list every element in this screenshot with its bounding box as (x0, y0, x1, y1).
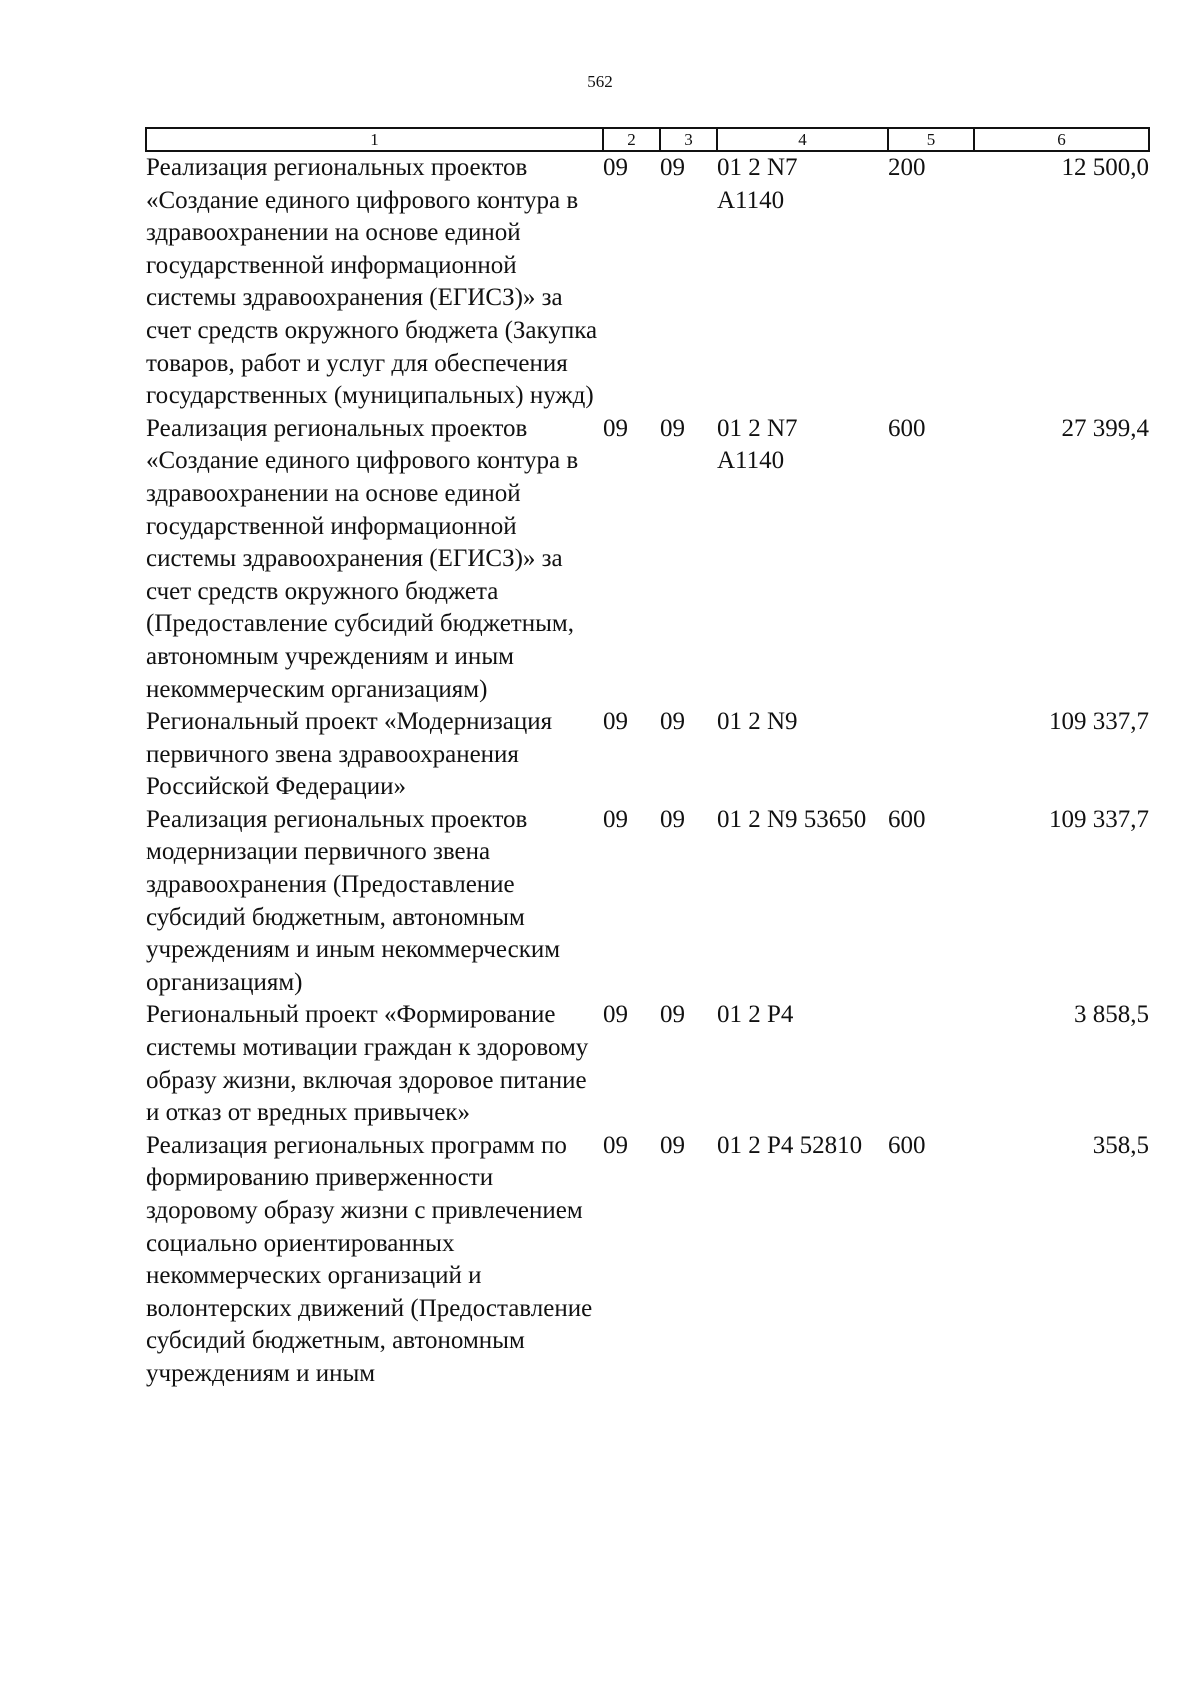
row-section: 09 (603, 154, 628, 181)
row-target-article: 01 2 N7 A1140 (717, 154, 798, 214)
header-col-4: 4 (717, 128, 888, 151)
row-section: 09 (603, 1001, 628, 1029)
header-col-6: 6 (974, 128, 1149, 151)
row-expense-type (888, 706, 974, 804)
row-name: Региональный проект «Модернизация первичного звена здравоохранения Российской Федерации» (146, 708, 553, 801)
row-amount: 109 337,7 (1049, 805, 1149, 833)
row-target-article: 01 2 P4 (717, 1001, 794, 1029)
header-col-2: 2 (603, 128, 660, 151)
table-row (146, 706, 1149, 804)
row-amount: 358,5 (1092, 1131, 1149, 1159)
row-target-article: 01 2 N9 53650 (717, 805, 867, 833)
row-subsection: 09 (660, 1001, 685, 1029)
table-body (146, 151, 1149, 1391)
row-section: 09 (603, 805, 628, 833)
header-col-5: 5 (888, 128, 974, 151)
row-name: Региональный проект «Формирование системы мотивации граждан к здоровому образу жизни, включая здоровое питание и отказ от вредных привычек» (146, 1001, 589, 1127)
row-expense-type: 600 (888, 1131, 926, 1159)
table-row (146, 999, 1149, 1129)
row-subsection: 09 (660, 708, 685, 736)
table-header (146, 128, 1149, 151)
header-col-1: 1 (146, 128, 603, 151)
row-amount: 27 399,4 (1061, 414, 1149, 442)
row-subsection: 09 (660, 805, 685, 833)
row-subsection: 09 (660, 154, 685, 181)
table-row (146, 151, 1149, 413)
row-subsection: 09 (660, 414, 685, 442)
row-expense-type (888, 999, 974, 1129)
row-name: Реализация региональных программ по формированию приверженности здоровому образу жизни с привлечением социально ориентированных некоммерческих организаций и волонтерских движений (Предоставление субсидий бюджетным, автономным учреждениям и иным (146, 1131, 593, 1387)
row-section: 09 (603, 708, 628, 736)
row-target-article: 01 2 N9 (717, 708, 798, 736)
row-amount: 12 500,0 (1061, 154, 1149, 181)
row-name: Реализация региональных проектов модернизации первичного звена здравоохранения (Предоставление субсидий бюджетным, автономным учреждениям и иным некоммерческим организациям) (146, 805, 561, 996)
row-expense-type: 600 (888, 805, 926, 833)
row-target-article: 01 2 P4 52810 (717, 1131, 863, 1159)
row-expense-type: 600 (888, 414, 926, 442)
row-name: Реализация региональных проектов «Создание единого цифрового контура в здравоохранении на основе единой государственной информационной системы здравоохранения (ЕГИСЗ)» за счет средств окружного бюджета (Предоставление субсидий бюджетным, автономным учреждениям и иным некоммерческим организациям) (146, 414, 579, 703)
table-row (146, 413, 1149, 706)
row-expense-type: 200 (888, 154, 926, 181)
row-section: 09 (603, 1131, 628, 1159)
table-row (146, 804, 1149, 1000)
row-amount: 109 337,7 (1049, 708, 1149, 736)
header-col-3: 3 (660, 128, 717, 151)
budget-table (145, 127, 1150, 1391)
page-number: 562 (587, 72, 613, 91)
row-subsection: 09 (660, 1131, 685, 1159)
table-row (146, 1130, 1149, 1391)
row-name: Реализация региональных проектов «Создание единого цифрового контура в здравоохранении на основе единой государственной информационной системы здравоохранения (ЕГИСЗ)» за счет средств окружного бюджета (Закупка товаров, работ и услуг для обеспечения государственных (муниципальных) нужд) (146, 154, 598, 410)
row-section: 09 (603, 414, 628, 442)
row-target-article: 01 2 N7 A1140 (717, 414, 798, 475)
row-amount: 3 858,5 (1074, 1001, 1149, 1029)
header-row (146, 128, 1149, 151)
